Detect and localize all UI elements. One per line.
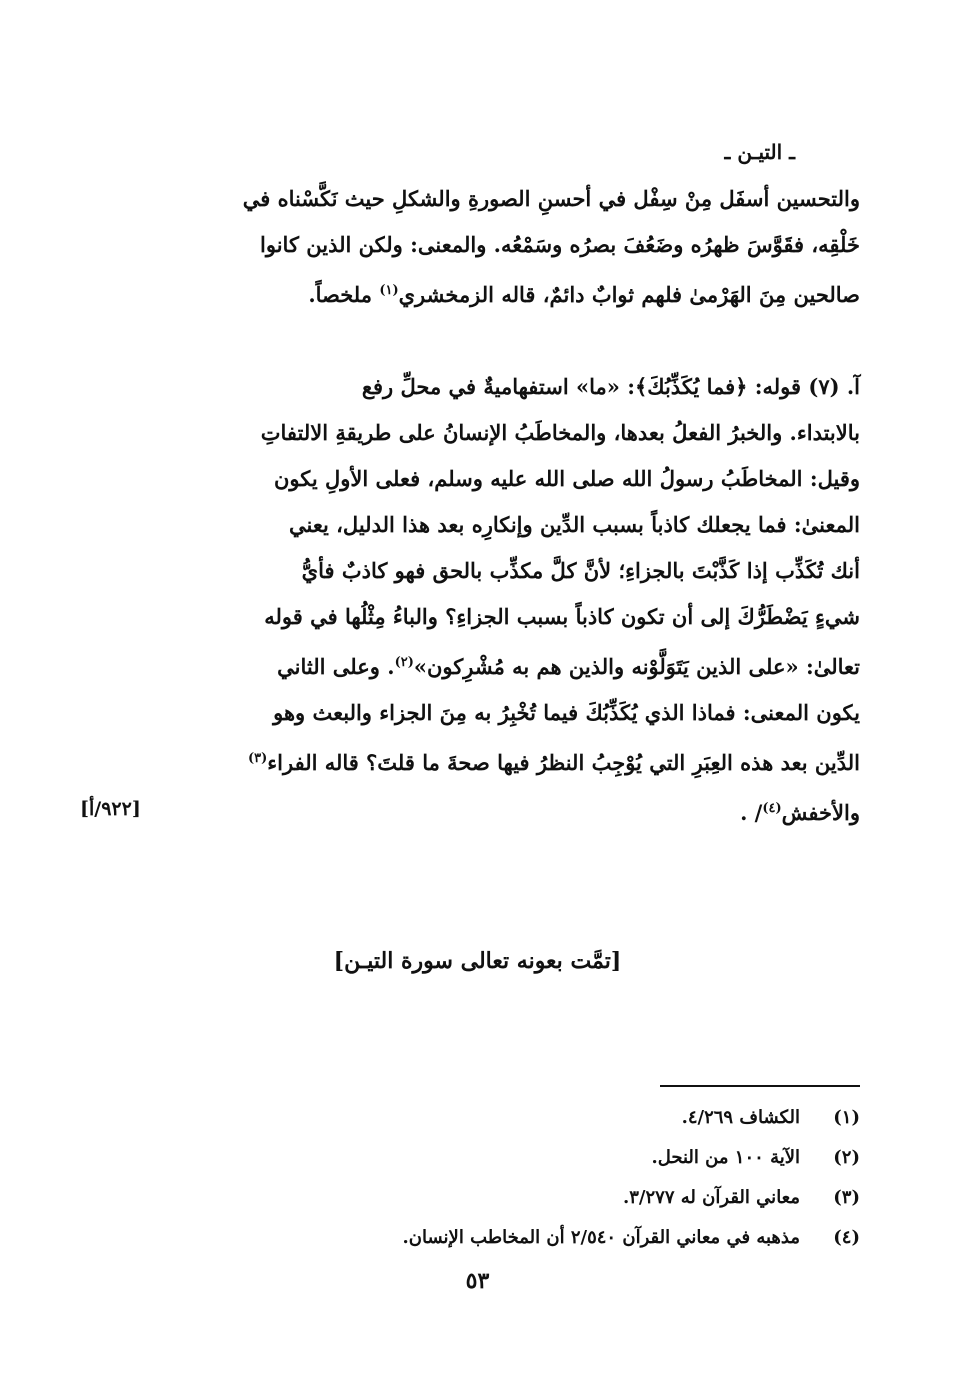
text-line: يكون المعنى: فماذا الذي يُكَذِّبُكَ فيما تُخْبِرُ به مِنَ الجزاء والبعث وهو: [273, 700, 860, 725]
text-line: بالابتداء. والخبرُ الفعلُ بعدها، والمخاطَبُ الإنسانُ على طريقةِ الالتفاتِ: [260, 420, 860, 445]
footnote-ref: (١): [379, 283, 399, 298]
text-line: شيءٍ يَضْطَرُّكَ إلى أن تكون كاذباً بسبب الجزاءِ؟ والباءُ مِثْلُها في قوله: [264, 604, 860, 629]
paragraph-1: [155, 176, 860, 318]
footnote-item: [155, 1138, 860, 1178]
text-line: خَلْقِه، فقَوَّسَ ظهرُه وضَعُفَ بصرُه وسَمْعُه. والمعنى: ولكن الذين كانوا: [260, 232, 860, 257]
text-line: والتحسين أسفَل مِنْ سِفْل في أحسنِ الصورةِ والشكلِ حيث نَكَّسْناه في: [242, 186, 860, 211]
footnote-item: [155, 1098, 860, 1138]
text-span: . وعلى الثاني: [277, 654, 395, 679]
footnotes: [155, 1098, 860, 1258]
text-line: [155, 736, 860, 786]
footnote-number: (٤): [833, 1227, 860, 1248]
surah-closing: [تمَّت بعونه تعالى سورة التيـن]: [333, 948, 622, 974]
footnote-number: (٣): [833, 1187, 860, 1208]
text-line: [155, 640, 860, 690]
text-span: ملخصاً.: [308, 282, 380, 307]
footnote-number: (٢): [833, 1147, 860, 1168]
footnote-number: (١): [833, 1107, 860, 1128]
footnote-ref: (٣): [247, 751, 268, 766]
footnote-item: [155, 1218, 860, 1258]
text-span: الدِّين بعد هذه العِبَرِ التي يُوْجِبُ النظرُ فيها صحةَ ما قلتَ؟ قاله الفراء: [267, 750, 860, 775]
text-span: / .: [740, 800, 763, 825]
text-line: آ. (٧) قوله: ﴿فما يُكَذِّبُكَ﴾: «ما» استفهاميةٌ في محلِّ رفع: [361, 374, 860, 399]
footnote-text: معاني القرآن له ٣/٢٧٧.: [622, 1187, 800, 1208]
text-span: صالحين مِنَ الهَرْمىٰ فلهم ثوابٌ دائمٌ، قاله الزمخشري: [398, 282, 860, 307]
footnote-ref: (٢): [394, 655, 414, 670]
text-line: المعنىٰ: فما يجعلك كاذباً بسبب الدِّين وإنكارِه بعد هذا الدليل، يعني: [289, 512, 860, 537]
text-line: [155, 268, 860, 318]
text-span: والأخفش: [781, 800, 860, 825]
footnote-text: مذهبه في معاني القرآن ٢/٥٤٠ أن المخاطب الإنسان.: [402, 1227, 800, 1248]
footnote-text: الآية ١٠٠ من النحل.: [651, 1147, 800, 1168]
running-header: ـ التيـن ـ: [724, 140, 795, 164]
footnote-separator: [660, 1085, 860, 1087]
page-number: ٥٣: [465, 1268, 490, 1294]
text-line: وقيل: المخاطَبُ رسولُ الله صلى الله عليه وسلم، فعلى الأولِ يكون: [273, 466, 860, 491]
text-line: أنك تُكَذِّب إذا كَذَّبْتَ بالجزاءِ؛ لأنَّ كلَّ مكذِّب بالحق فهو كاذبٌ فأيُّ: [301, 558, 860, 583]
footnote-ref: (٤): [762, 801, 782, 816]
text-line: [155, 786, 860, 836]
text-span: تعالىٰ: «على الذين يَتَوَلَّوْنه والذين هم به مُشْرِكون»: [413, 654, 860, 679]
footnote-item: [155, 1178, 860, 1218]
manuscript-folio-ref: [٩٢٢/أ]: [80, 798, 141, 820]
paragraph-2: [155, 364, 860, 836]
footnote-text: الكشاف ٤/٢٦٩.: [681, 1107, 800, 1128]
